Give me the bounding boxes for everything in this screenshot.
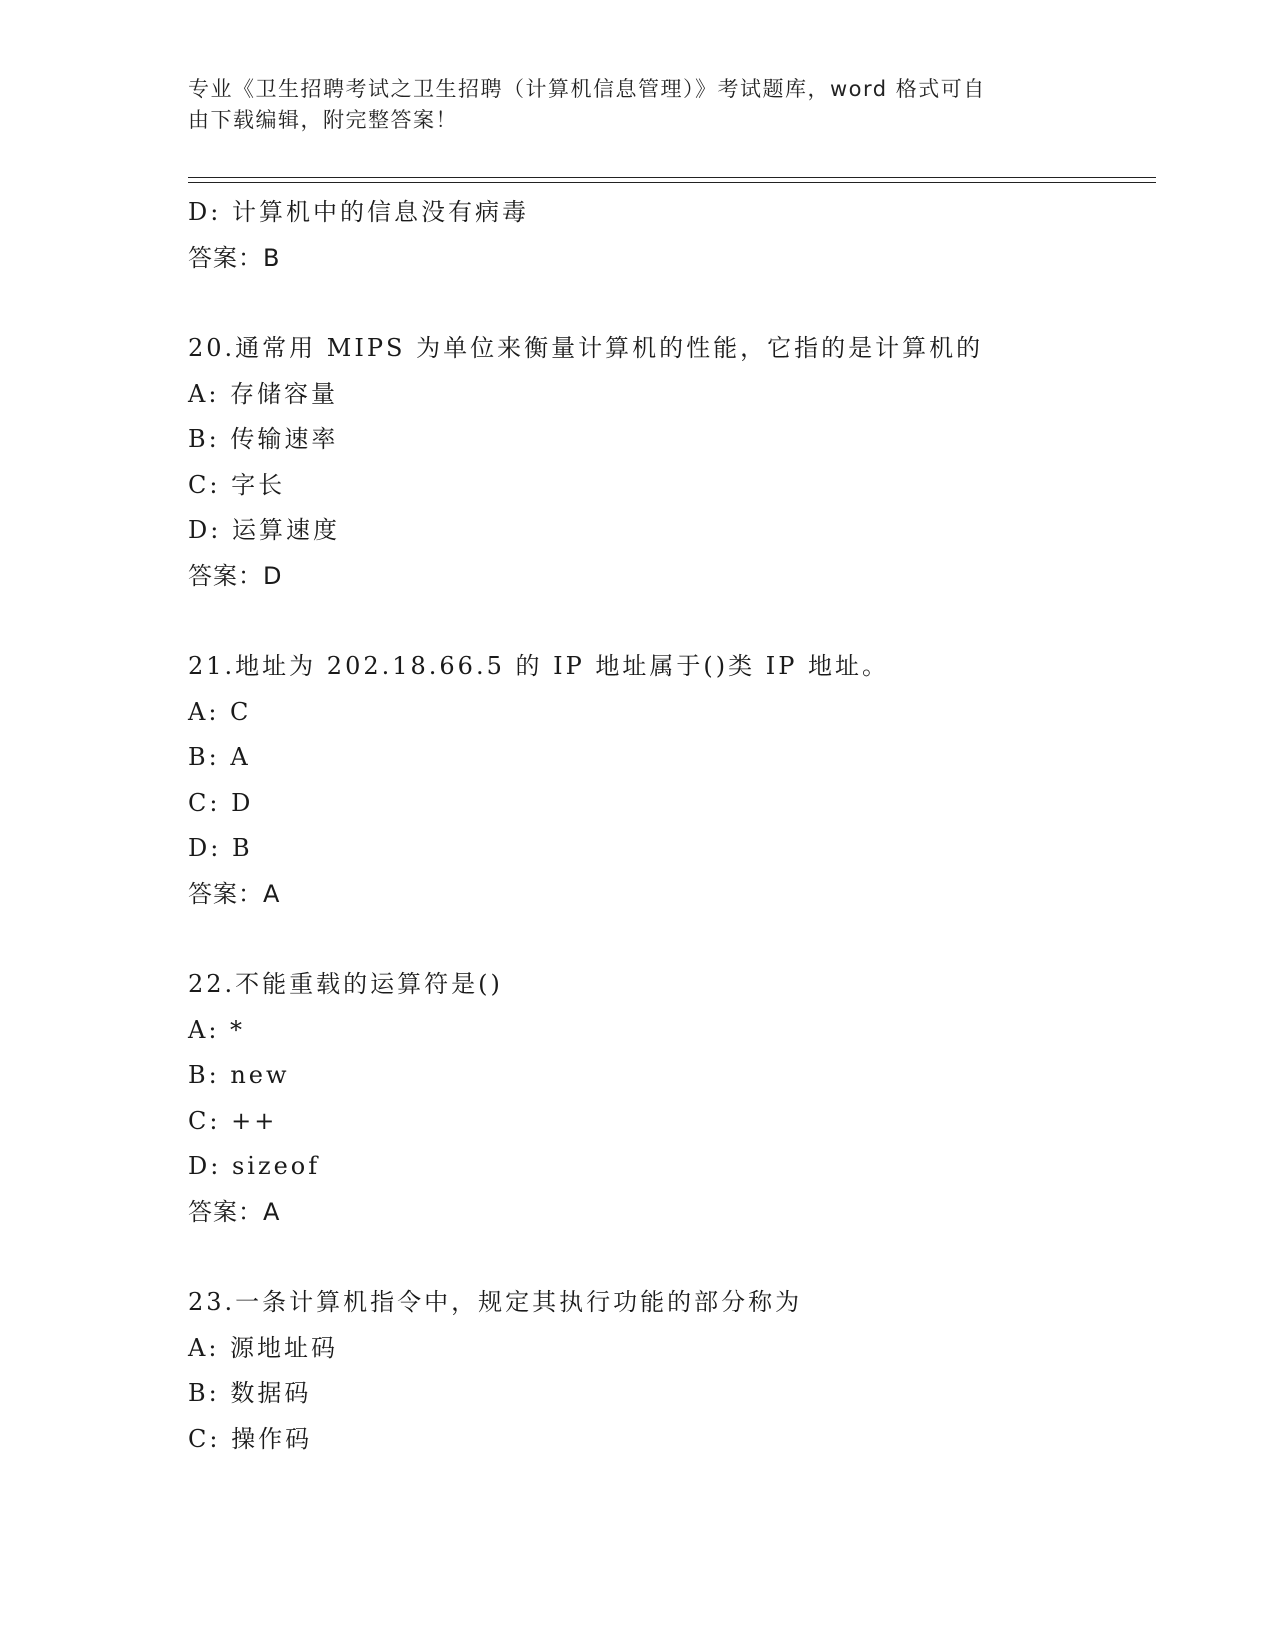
option-text: C: 字长 xyxy=(188,470,286,499)
question-spacer xyxy=(188,281,1148,326)
option-text: D: B xyxy=(188,834,253,862)
option-text: B: A xyxy=(188,743,251,771)
answer-text: 答案：A xyxy=(188,879,281,908)
option-text: C: 操作码 xyxy=(188,1424,313,1453)
answer-text: 答案：D xyxy=(188,561,283,590)
answer-text: 答案：A xyxy=(188,1197,281,1226)
question-text: 20.通常用 MIPS 为单位来衡量计算机的性能，它指的是计算机的 xyxy=(188,334,984,362)
option-text: D: 计算机中的信息没有病毒 xyxy=(188,198,529,226)
header-line-2: 由下载编辑，附完整答案！ xyxy=(188,108,458,132)
document-header xyxy=(188,74,1088,136)
option-text: B: new xyxy=(188,1061,290,1089)
option-text: A: C xyxy=(188,697,252,726)
question-spacer xyxy=(188,1235,1148,1280)
question-spacer xyxy=(188,917,1148,962)
question-text: 21.地址为 202.18.66.5 的 IP 地址属于()类 IP 地址。 xyxy=(188,652,889,680)
question-spacer xyxy=(188,599,1148,644)
option-text: A: 源地址码 xyxy=(188,1333,339,1362)
question-list xyxy=(188,190,1148,1462)
header-divider-top xyxy=(188,177,1156,178)
option-text: D: sizeof xyxy=(188,1152,321,1180)
answer-text: 答案：B xyxy=(188,243,281,272)
question-text: 23.一条计算机指令中，规定其执行功能的部分称为 xyxy=(188,1288,803,1316)
option-text: B: 传输速率 xyxy=(188,425,339,453)
header-divider-bottom xyxy=(188,182,1156,183)
option-text: A: * xyxy=(188,1015,246,1044)
option-text: C: D xyxy=(188,788,254,817)
question-text: 22.不能重载的运算符是() xyxy=(188,970,503,998)
option-text: B: 数据码 xyxy=(188,1379,312,1407)
header-line-1: 专业《卫生招聘考试之卫生招聘（计算机信息管理）》考试题库，word 格式可自 xyxy=(188,77,986,101)
option-text: D: 运算速度 xyxy=(188,516,340,544)
option-text: A: 存储容量 xyxy=(188,379,339,408)
option-text: C: ++ xyxy=(188,1106,278,1135)
